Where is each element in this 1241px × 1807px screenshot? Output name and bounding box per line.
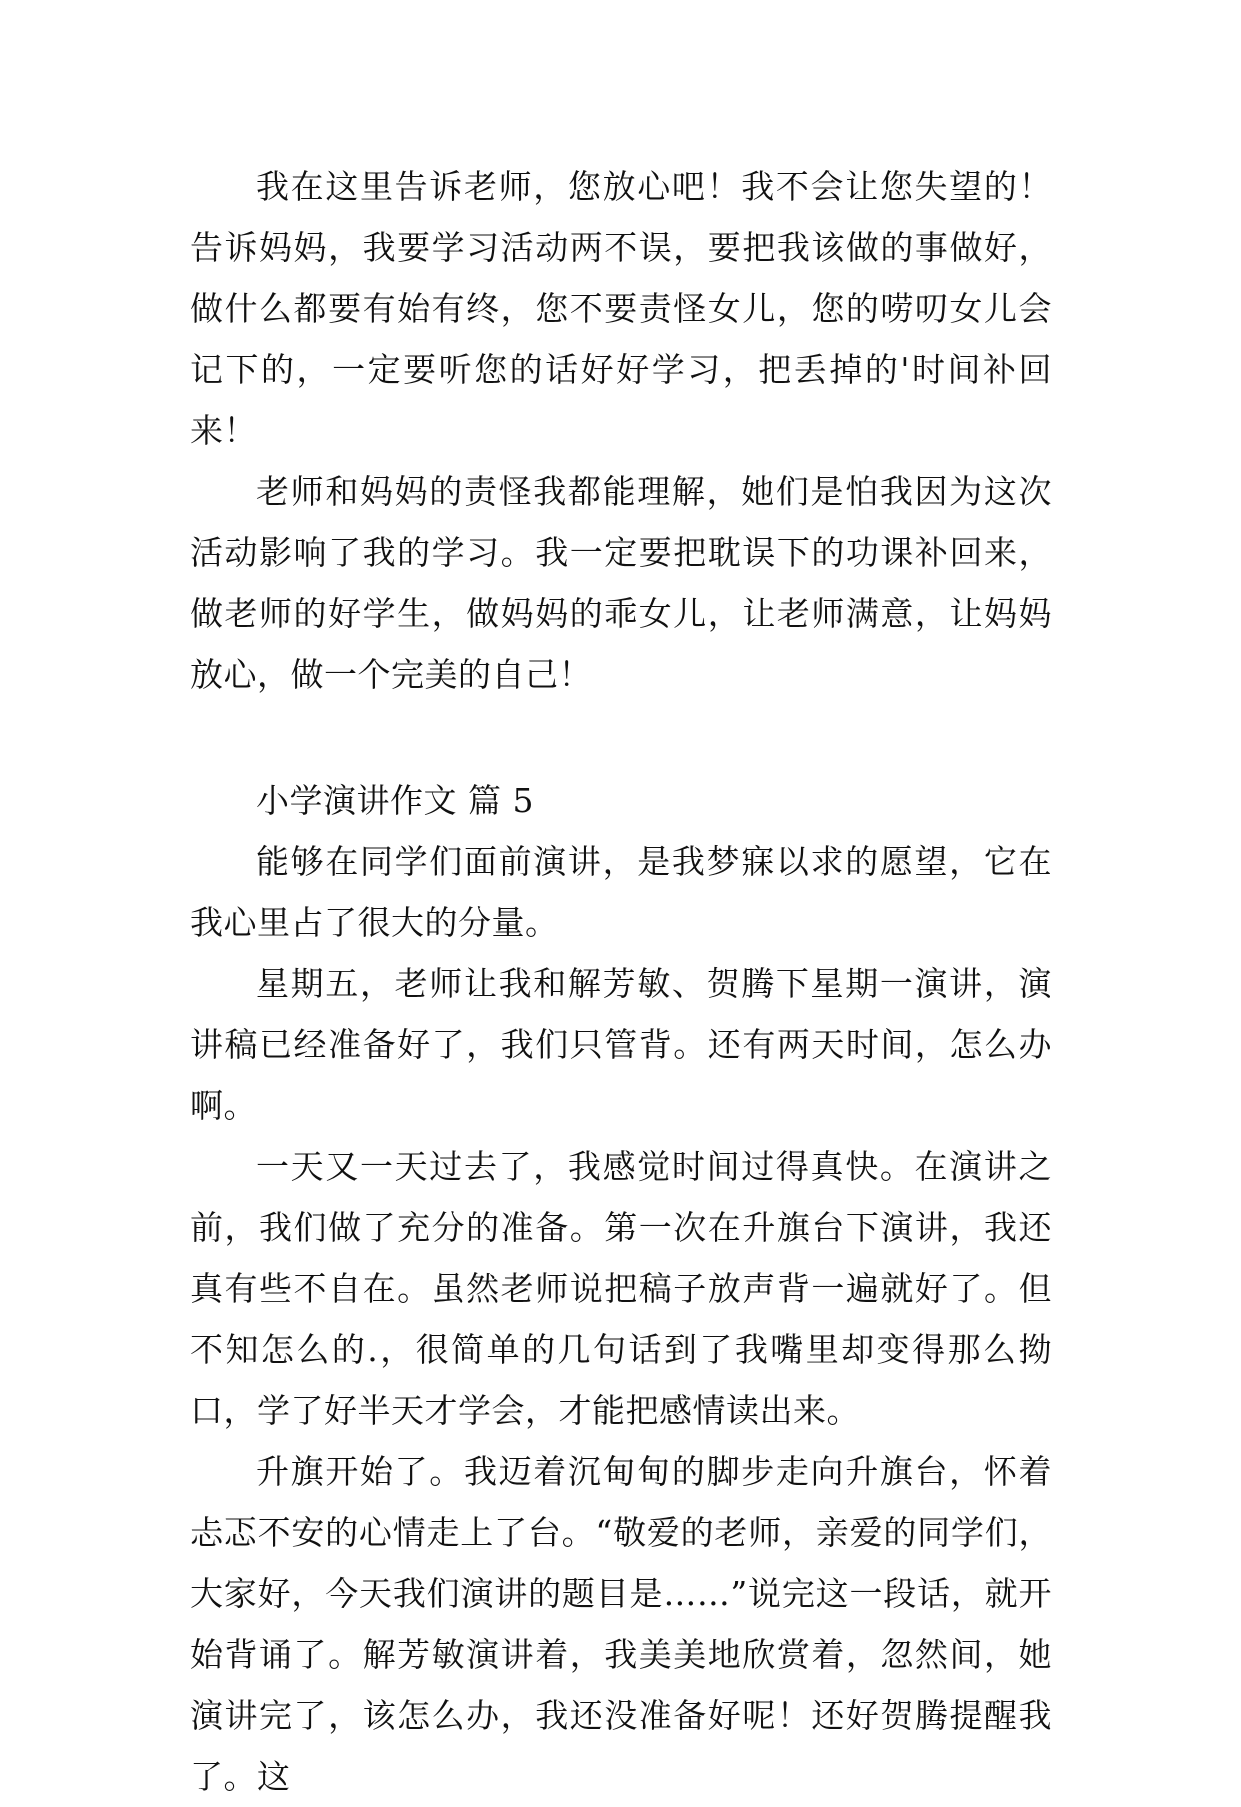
paragraph-friday-assignment: 星期五，老师让我和解芳敏、贺腾下星期一演讲，演讲稿已经准备好了，我们只管背。还有两天时间，怎么办啊。 [190, 964, 1052, 1125]
paragraph-preparation: 一天又一天过去了，我感觉时间过得真快。在演讲之前，我们做了充分的准备。第一次在升旗台下演讲，我还真有些不自在。虽然老师说把稿子放声背一遍就好了。但不知怎么的.，很简单的几句话到了我嘴里却变得那么拗口，学了好半天才学会，才能把感情读出来。 [190, 1147, 1052, 1430]
paragraph-flag-ceremony: 升旗开始了。我迈着沉甸甸的脚步走向升旗台，怀着忐忑不安的心情走上了台。“敬爱的老师，亲爱的同学们，大家好，今天我们演讲的题目是……”说完这一段话，就开始背诵了。解芳敏演讲着，我美美地欣赏着，忽然间，她演讲完了，该怎么办，我还没准备好呢！还好贺腾提醒我了。这 [190, 1452, 1052, 1796]
document-body [190, 156, 1052, 1807]
paragraph-speech-wish: 能够在同学们面前演讲，是我梦寐以求的愿望，它在我心里占了很大的分量。 [190, 842, 1052, 942]
paragraph-understanding-blame: 老师和妈妈的责怪我都能理解，她们是怕我因为这次活动影响了我的学习。我一定要把耽误下的功课补回来，做老师的好学生，做妈妈的乖女儿，让老师满意，让妈妈放心，做一个完美的自己！ [190, 472, 1052, 694]
section-heading: 小学演讲作文 篇 5 [256, 781, 534, 820]
paragraph-teacher-mother-promise: 我在这里告诉老师，您放心吧！我不会让您失望的！告诉妈妈，我要学习活动两不误，要把我该做的事做好，做什么都要有始有终，您不要责怪女儿，您的唠叨女儿会记下的，一定要听您的话好好学习，把丢掉的'时间补回来！ [190, 167, 1052, 450]
